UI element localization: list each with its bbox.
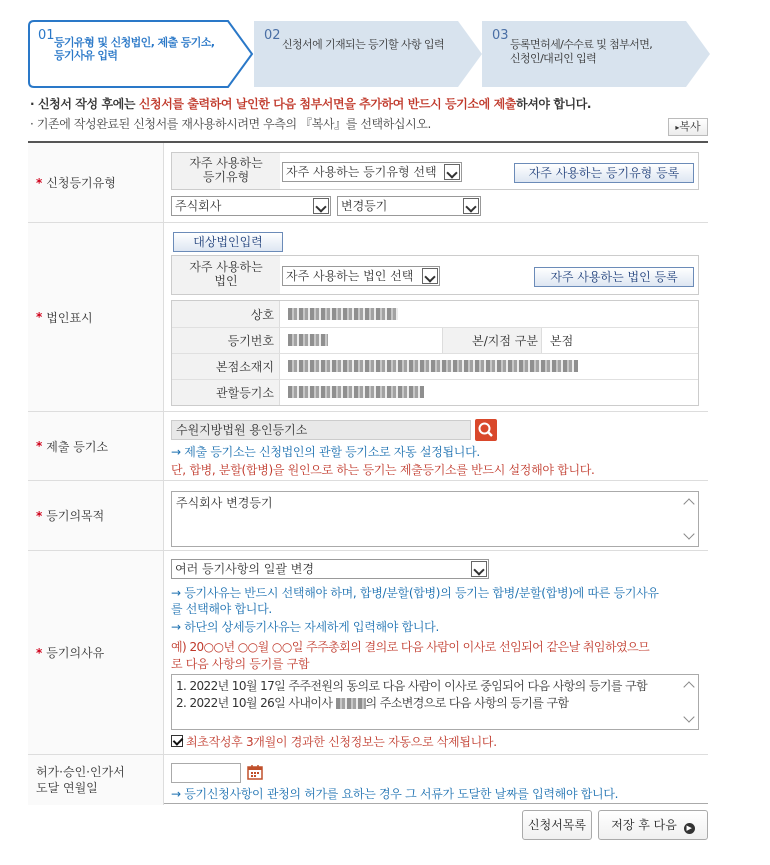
step-1-line-2: 등기사유 입력 bbox=[54, 49, 118, 62]
application-form bbox=[28, 141, 708, 804]
redacted-corp-name bbox=[288, 308, 398, 320]
chevron-down-icon bbox=[463, 198, 479, 214]
reason-select[interactable]: 여러 등기사항의 일괄 변경 bbox=[171, 559, 489, 579]
row-label: * 등기의사유 bbox=[28, 551, 164, 754]
chevron-up-icon bbox=[683, 681, 694, 692]
textarea-scrollbar[interactable] bbox=[682, 492, 698, 546]
row-permit-date bbox=[28, 755, 708, 805]
step-3 bbox=[482, 20, 714, 88]
reason-note-1: → 등기사유는 반드시 선택해야 하며, 합병/분할(합병)의 등기는 합병/분할(합병)에 따른 등기사유 bbox=[171, 586, 659, 600]
corp-name-label: 상호 bbox=[250, 308, 274, 322]
register-frequent-type-button[interactable]: 자주 사용하는 등기유형 등록 bbox=[514, 163, 694, 183]
register-frequent-corp-button[interactable]: 자주 사용하는 법인 등록 bbox=[534, 267, 694, 287]
copy-icon: ▸ bbox=[675, 123, 680, 132]
search-icon bbox=[475, 419, 497, 441]
step-2-shape bbox=[254, 20, 484, 88]
frequent-corp-select[interactable]: 자주 사용하는 법인 선택 bbox=[282, 266, 440, 286]
frequent-corp-box: 자주 사용하는 법인 자주 사용하는 법인 선택 자주 사용하는 법인 등록 bbox=[171, 255, 699, 295]
chevron-down-icon bbox=[422, 268, 438, 284]
chevron-down-icon bbox=[683, 528, 694, 539]
chevron-down-icon bbox=[683, 711, 694, 722]
registry-office-input[interactable]: 수원지방법원 용인등기소 bbox=[171, 420, 471, 440]
frequent-type-select[interactable]: 자주 사용하는 등기유형 선택 bbox=[282, 162, 462, 182]
step-1 bbox=[28, 20, 254, 88]
notice-bullet: · bbox=[30, 97, 38, 111]
redacted-address bbox=[288, 360, 578, 372]
calendar-icon[interactable] bbox=[247, 764, 263, 780]
redacted-reg-number bbox=[288, 334, 328, 346]
reason-example-1: 예) 20○○년 ○○월 ○○일 주주총회의 결의로 다음 사람이 이사로 선임되어 같은날 취임하였으므 bbox=[171, 640, 650, 654]
step-2-number: 02 bbox=[264, 28, 281, 43]
chevron-down-icon bbox=[444, 164, 460, 180]
step-2 bbox=[254, 20, 484, 88]
registry-label: 관할등기소 bbox=[216, 386, 274, 400]
address-label: 본점소재지 bbox=[216, 360, 274, 374]
auto-delete-label: 최초작성후 3개월이 경과한 신청정보는 자동으로 삭제됩니다. bbox=[186, 735, 497, 749]
branch-label: 본/지점 구분 bbox=[472, 334, 538, 348]
auto-delete-checkbox[interactable] bbox=[171, 735, 183, 747]
purpose-textarea[interactable]: 주식회사 변경등기 bbox=[171, 491, 699, 547]
chevron-down-icon bbox=[313, 198, 329, 214]
reason-example-2: 로 다음 사항의 등기를 구함 bbox=[171, 657, 310, 671]
row-label: * 법인표시 bbox=[28, 223, 164, 411]
redacted-person-name bbox=[336, 698, 366, 709]
step-1-number: 01 bbox=[38, 28, 55, 43]
reason-note-2: → 하단의 상세등기사유는 자세하게 입력해야 합니다. bbox=[171, 620, 439, 634]
office-note-1: → 제출 등기소는 신청법인의 관할 등기소로 자동 설정됩니다. bbox=[171, 445, 480, 459]
branch-value: 본점 bbox=[550, 334, 574, 348]
target-corporation-button[interactable]: 대상법인입력 bbox=[173, 232, 283, 252]
reason-detail-textarea[interactable]: 1. 2022년 10월 17일 주주전원의 동의로 다음 사람이 이사로 중임되어 다음 사항의 등기를 구함 2. 2022년 10월 26일 사내이사 의 주소변경으로 다음 사항의 등기를 구함 bbox=[171, 674, 699, 730]
corp-info-table bbox=[171, 300, 699, 406]
company-type-select[interactable]: 주식회사 bbox=[171, 196, 331, 216]
step-progress bbox=[28, 20, 718, 88]
step-1-line-1: 등기유형 및 신청법인, 제출 등기소, bbox=[54, 36, 215, 49]
permit-note: → 등기신청사항이 관청의 허가를 요하는 경우 그 서류가 도달한 날짜를 입력해야 합니다. bbox=[171, 787, 619, 801]
step-3-line-2: 신청인/대리인 입력 bbox=[510, 52, 597, 65]
step-3-line-1: 등록면허세/수수료 및 첨부서면, bbox=[510, 38, 653, 51]
row-purpose bbox=[28, 481, 708, 551]
application-list-button[interactable]: 신청서목록 bbox=[522, 810, 592, 840]
row-registry-office bbox=[28, 412, 708, 481]
redacted-registry bbox=[288, 386, 424, 398]
chevron-up-icon bbox=[683, 498, 694, 509]
notice-submit: · 신청서 작성 후에는 신청서를 출력하여 날인한 다음 첨부서면을 추가하여 반드시 등기소에 제출하셔야 합니다. bbox=[30, 97, 592, 111]
frequent-type-box: 자주 사용하는 등기유형 자주 사용하는 등기유형 선택 자주 사용하는 등기유형 등록 bbox=[171, 152, 699, 190]
row-registration-type bbox=[28, 143, 708, 223]
permit-date-input[interactable] bbox=[171, 763, 241, 783]
row-label: * 신청등기유형 bbox=[28, 143, 164, 222]
row-label: * 등기의목적 bbox=[28, 481, 164, 550]
row-corporation bbox=[28, 223, 708, 412]
row-reason bbox=[28, 551, 708, 755]
office-note-2: 단, 합병, 분할(합병)을 원인으로 하는 등기는 제출등기소를 반드시 설정해야 합니다. bbox=[171, 463, 595, 477]
row-label: 허가·승인·인가서 도달 연월일 bbox=[28, 755, 164, 805]
step-2-line-1: 신청서에 기재되는 등기할 사항 입력 bbox=[282, 38, 444, 51]
copy-button[interactable]: ▸복사 bbox=[668, 118, 708, 136]
textarea-scrollbar[interactable] bbox=[682, 675, 698, 729]
search-button[interactable] bbox=[475, 419, 497, 441]
step-3-number: 03 bbox=[492, 28, 509, 43]
reason-note-1b: 를 선택해야 합니다. bbox=[171, 602, 272, 616]
save-next-button[interactable]: 저장 후 다음 ▶ bbox=[598, 810, 708, 840]
row-label: * 제출 등기소 bbox=[28, 412, 164, 480]
registration-kind-select[interactable]: 변경등기 bbox=[337, 196, 481, 216]
chevron-down-icon bbox=[471, 561, 487, 577]
notice-copy: · 기존에 작성완료된 신청서를 재사용하시려면 우측의 『복사』를 선택하십시오. bbox=[30, 117, 431, 131]
arrow-right-icon: ▶ bbox=[684, 823, 695, 834]
reg-number-label: 등기번호 bbox=[227, 334, 274, 348]
